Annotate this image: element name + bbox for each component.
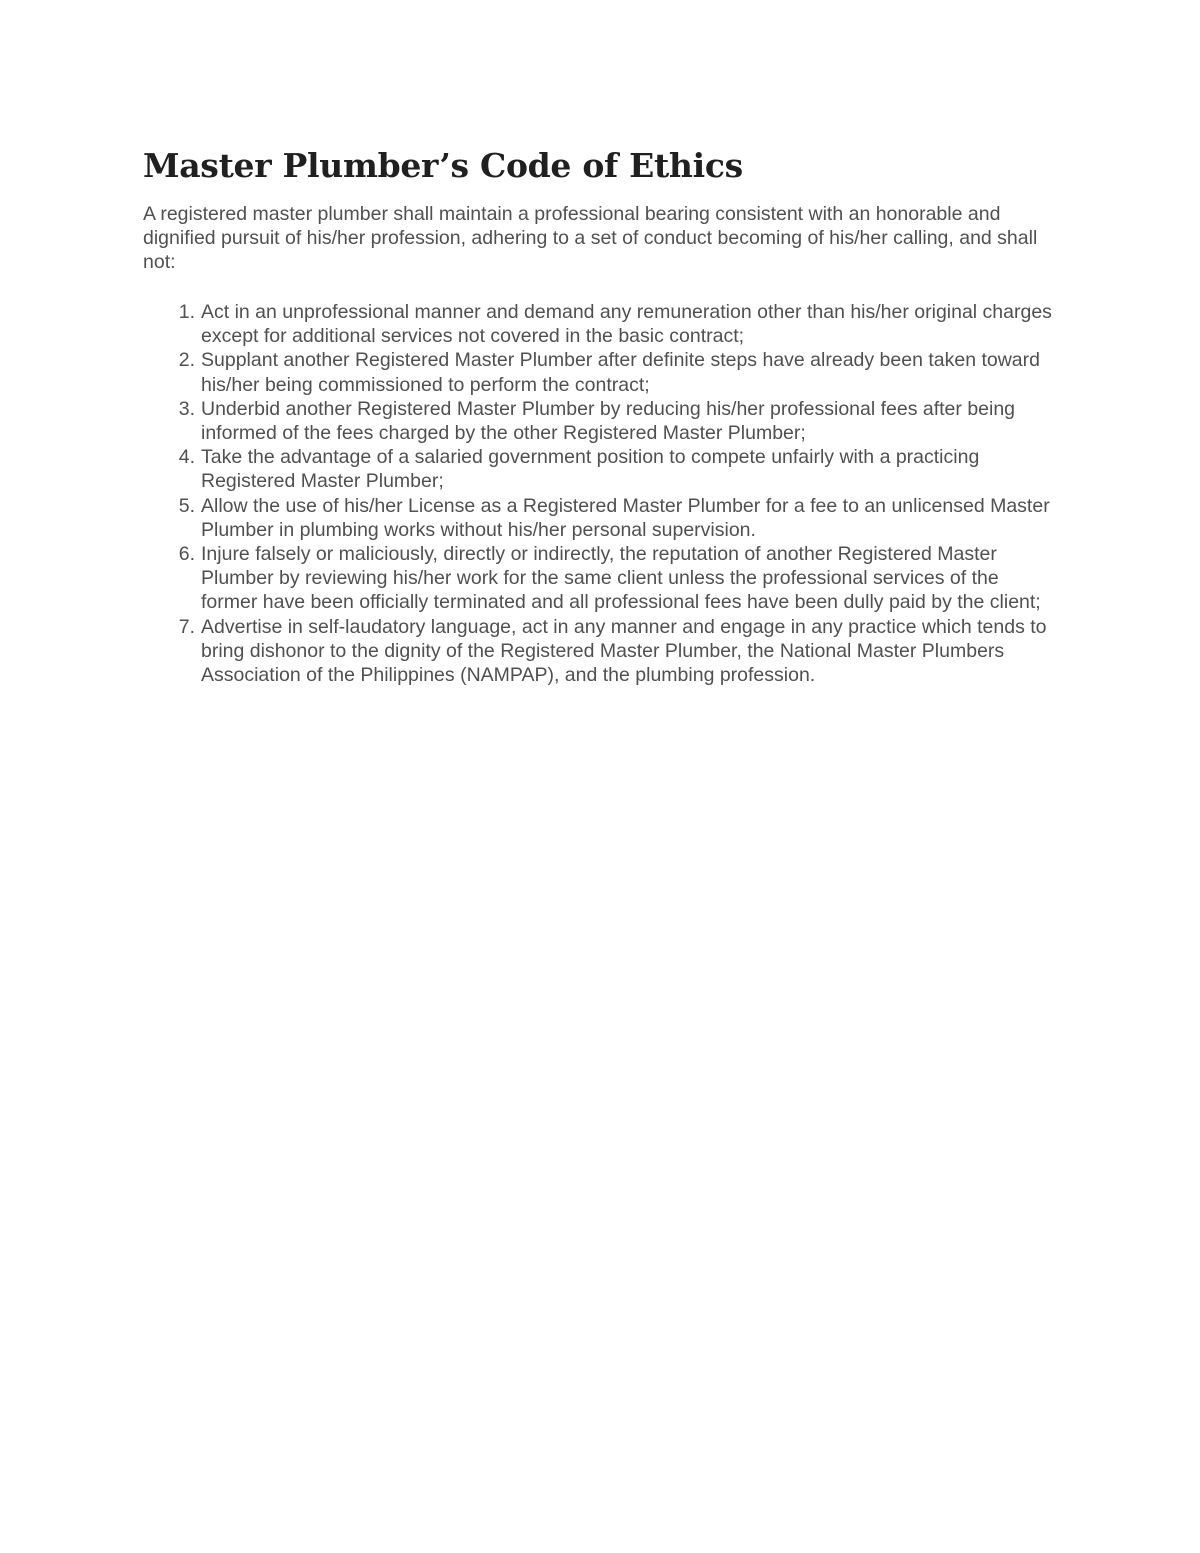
list-item — [143, 542, 1058, 615]
intro-paragraph: A registered master plumber shall maintain a professional bearing consistent with an honorable and dignified pursuit of his/her profession, adhering to a set of conduct becoming of his/her calling, and shall not: — [143, 203, 1038, 273]
page-title: Master Plumber’s Code of Ethics — [143, 146, 743, 185]
list-item-number: 2. — [178, 349, 195, 372]
rules-list — [143, 300, 1058, 687]
list-item-text: Act in an unprofessional manner and demand any remuneration other than his/her original charges except for additional services not covered in the basic contract; — [201, 301, 1052, 348]
list-item-number: 6. — [178, 543, 195, 566]
list-item-number: 7. — [178, 615, 195, 638]
list-item — [143, 348, 1058, 396]
list-item-text: Underbid another Registered Master Plumber by reducing his/her professional fees after being informed of the fees charged by the other Registered Master Plumber; — [201, 397, 1016, 445]
list-item-number: 5. — [178, 494, 195, 517]
list-item-text: Injure falsely or maliciously, directly or indirectly, the reputation of another Registered Master Plumber by reviewing his/her work for the same client unless the professional services of the former have been officially terminated and all professional fees have been dully paid by the client; — [201, 543, 1041, 614]
list-item — [143, 397, 1058, 445]
list-item-text: Take the advantage of a salaried government position to compete unfairly with a practicing Registered Master Plumber; — [201, 446, 980, 493]
list-item-number: 4. — [178, 446, 195, 469]
list-item — [143, 445, 1058, 493]
list-item-text: Supplant another Registered Master Plumber after definite steps have already been taken toward his/her being commissioned to perform the contract; — [201, 349, 1040, 396]
list-item-number: 3. — [178, 397, 195, 420]
list-item — [143, 300, 1058, 348]
list-item — [143, 615, 1058, 688]
list-item-number: 1. — [178, 301, 195, 323]
list-item-text: Advertise in self-laudatory language, act in any manner and engage in any practice which tends to bring dishonor to the dignity of the Registered Master Plumber, the National Master Plumbers Association of the Philippines (NAMPAP), and the plumbing profession. — [201, 615, 1047, 687]
document-content — [143, 140, 1058, 687]
list-item — [143, 494, 1058, 542]
list-item-text: Allow the use of his/her License as a Registered Master Plumber for a fee to an unlicensed Master Plumber in plumbing works without his/her personal supervision. — [201, 494, 1050, 541]
